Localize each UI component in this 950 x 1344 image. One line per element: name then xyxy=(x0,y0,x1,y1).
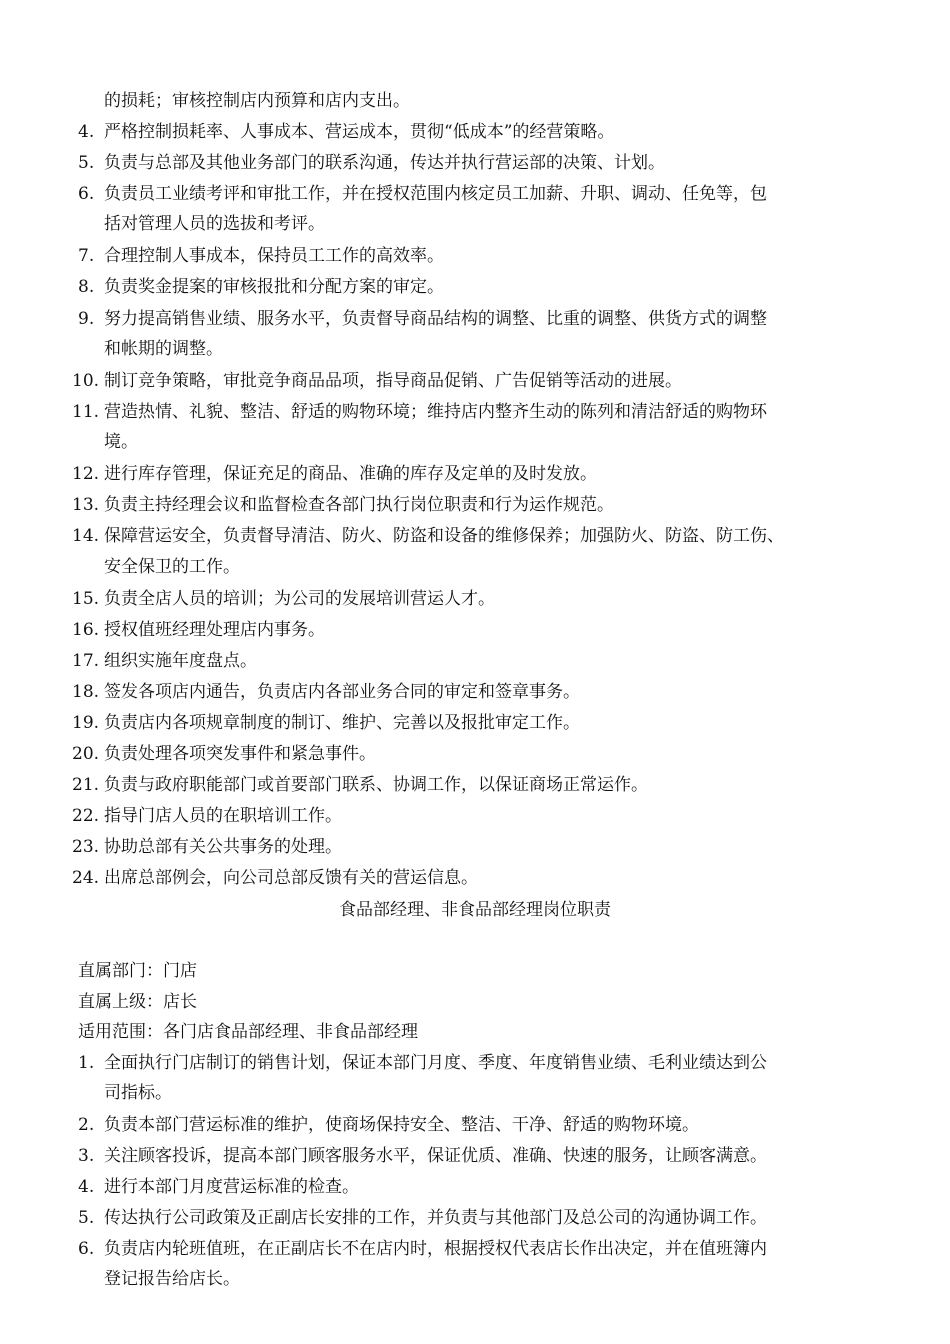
item-text: 严格控制损耗率、人事成本、营运成本，贯彻“低成本”的经营策略。 xyxy=(104,122,615,142)
document-page: 的损耗；审核控制店内预算和店内支出。 4. 严格控制损耗率、人事成本、营运成本，贯彻“低成本”的经营策略。 5. 负责与总部及其他业务部门的联系沟通，传达并执行营运部的决策、计划。 6. 负责员工业绩考评和审批工作，并在授权范围内核定员工加薪、升职、调动、任免等，包 括对管理人员的选拔和考评。 7. 合理控制人事成本，保持员工工作的高效率。 8. 负责奖金提案的审核报批和分配方案的审定。 9. 努力提高销售业绩、服务水平，负责督导商品结构的调整、比重的调整、供货方式的调整 和帐期的调整。 10. 制订竞争策略，审批竞争商品品项，指导商品促销、广告促销等活动的进展。 11. 营造热情、礼貌、整洁、舒适的购物环境；维持店内整齐生动的陈列和清洁舒适的购物环 境。 12. 进行库存管理，保证充足的商品、准确的库存及定单的及时发放。 13. 负责主持经理会议和监督检查各部门执行岗位职责和行为运作规范。 14. 保障营运安全，负责督导清洁、防火、防盗和设备的维修保养；加强防火、防盗、防工伤、 安全保卫的工作。 15. 负责全店人员的培训；为公司的发展培训营运人才。 16. 授权值班经理处理店内事务。 17. 组织实施年度盘点。 18. 签发各项店内通告，负责店内各部业务合同的审定和签章事务。 19. 负责店内各项规章制度的制订、维护、完善以及报批审定工作。 20. 负责处理各项突发事件和紧急事件。 21. 负责与政府职能部门或首要部门联系、协调工作，以保证商场正常运作。 22. 指导门店人员的在职培训工作。 23. 协助总部有关公共事务的处理。 24. 出席总部例会，向公司总部反馈有关的营运信息。 食品部经理、非食品部经理岗位职责 直属部门：门店 直属上级：店长 适用范围：各门店食品部经理、非食品部经理 1. 全面执行门店制订的销售计划，保证本部门月度、季度、年度销售业绩、毛利业绩达到公 司指标。 2. 负责本部门营运标准的维护，使商场保持安全、整洁、干净、舒适的购物环境。 3. 关注顾客投诉，提高本部门顾客服务水平，保证优质、准确、快速的服务，让顾客满意。 4. 进行本部门月度营运标准的检查。 5. 传达执行公司政策及正副店长安排的工作，并负责与其他部门及总公司的沟通协调工作。 6. 负责店内轮班值班，在正副店长不在店内时，根据授权代表店长作出决定，并在值班簿内 登记报告给店长。 xyxy=(0,0,950,1344)
item-text: 出席总部例会，向公司总部反馈有关的营运信息。 xyxy=(104,868,478,888)
item-number: 16. xyxy=(72,620,100,640)
item-text: 负责奖金提案的审核报批和分配方案的审定。 xyxy=(104,277,444,297)
item-text: 负责处理各项突发事件和紧急事件。 xyxy=(104,744,376,764)
item-number: 22. xyxy=(72,806,100,826)
item-number: 23. xyxy=(72,837,100,857)
item-text: 全面执行门店制订的销售计划，保证本部门月度、季度、年度销售业绩、毛利业绩达到公 xyxy=(104,1053,767,1073)
item-text: 负责与总部及其他业务部门的联系沟通，传达并执行营运部的决策、计划。 xyxy=(104,153,665,173)
item-text: 负责员工业绩考评和审批工作，并在授权范围内核定员工加薪、升职、调动、任免等，包 xyxy=(104,184,767,204)
item-text: 关注顾客投诉，提高本部门顾客服务水平，保证优质、准确、快速的服务，让顾客满意。 xyxy=(104,1146,767,1166)
item-number: 21. xyxy=(72,775,100,795)
item-number: 18. xyxy=(72,682,100,702)
item-text: 保障营运安全，负责督导清洁、防火、防盗和设备的维修保养；加强防火、防盗、防工伤、 xyxy=(104,526,784,546)
item-text: 负责店内各项规章制度的制订、维护、完善以及报批审定工作。 xyxy=(104,713,580,733)
item-text: 传达执行公司政策及正副店长安排的工作，并负责与其他部门及总公司的沟通协调工作。 xyxy=(104,1208,767,1228)
item-number: 24. xyxy=(72,868,100,888)
item-number: 1. xyxy=(78,1053,95,1073)
item-number: 17. xyxy=(72,651,100,671)
item-number: 4. xyxy=(78,122,95,142)
item-number: 6. xyxy=(78,1239,95,1259)
item-text: 合理控制人事成本，保持员工工作的高效率。 xyxy=(104,246,444,266)
item-number: 5. xyxy=(78,153,95,173)
item-text: 负责全店人员的培训；为公司的发展培训营运人才。 xyxy=(104,589,495,609)
item-text: 负责与政府职能部门或首要部门联系、协调工作，以保证商场正常运作。 xyxy=(104,775,648,795)
item-text: 签发各项店内通告，负责店内各部业务合同的审定和签章事务。 xyxy=(104,682,580,702)
item-number: 3. xyxy=(78,1146,95,1166)
item-text: 负责主持经理会议和监督检查各部门执行岗位职责和行为运作规范。 xyxy=(104,495,614,515)
item-text: 协助总部有关公共事务的处理。 xyxy=(104,837,342,857)
item-number: 11. xyxy=(72,402,100,422)
item-number: 14. xyxy=(72,526,100,546)
section-title: 食品部经理、非食品部经理岗位职责 xyxy=(339,900,611,920)
item-number: 7. xyxy=(78,246,95,266)
item-text: 指导门店人员的在职培训工作。 xyxy=(104,806,342,826)
item-text: 授权值班经理处理店内事务。 xyxy=(104,620,325,640)
item-text: 组织实施年度盘点。 xyxy=(104,651,257,671)
item-number: 13. xyxy=(72,495,100,515)
item-number: 20. xyxy=(72,744,100,764)
item-text: 营造热情、礼貌、整洁、舒适的购物环境；维持店内整齐生动的陈列和清洁舒适的购物环 xyxy=(104,402,767,422)
item-text: 负责本部门营运标准的维护，使商场保持安全、整洁、干净、舒适的购物环境。 xyxy=(104,1115,699,1135)
item-text: 进行本部门月度营运标准的检查。 xyxy=(104,1177,359,1197)
item-number: 19. xyxy=(72,713,100,733)
item-number: 9. xyxy=(78,309,95,329)
item-number: 4. xyxy=(78,1177,95,1197)
item-number: 2. xyxy=(78,1115,95,1135)
item-number: 15. xyxy=(72,589,100,609)
item-number: 5. xyxy=(78,1208,95,1228)
item-text: 制订竞争策略，审批竞争商品品项，指导商品促销、广告促销等活动的进展。 xyxy=(104,371,682,391)
item-number: 10. xyxy=(72,371,100,391)
item-text: 努力提高销售业绩、服务水平，负责督导商品结构的调整、比重的调整、供货方式的调整 xyxy=(104,309,767,329)
item-number: 8. xyxy=(78,277,95,297)
item-text: 负责店内轮班值班，在正副店长不在店内时，根据授权代表店长作出决定，并在值班簿内 xyxy=(104,1239,767,1259)
item-number: 12. xyxy=(72,464,100,484)
item-number: 6. xyxy=(78,184,95,204)
item-text: 进行库存管理，保证充足的商品、准确的库存及定单的及时发放。 xyxy=(104,464,597,484)
